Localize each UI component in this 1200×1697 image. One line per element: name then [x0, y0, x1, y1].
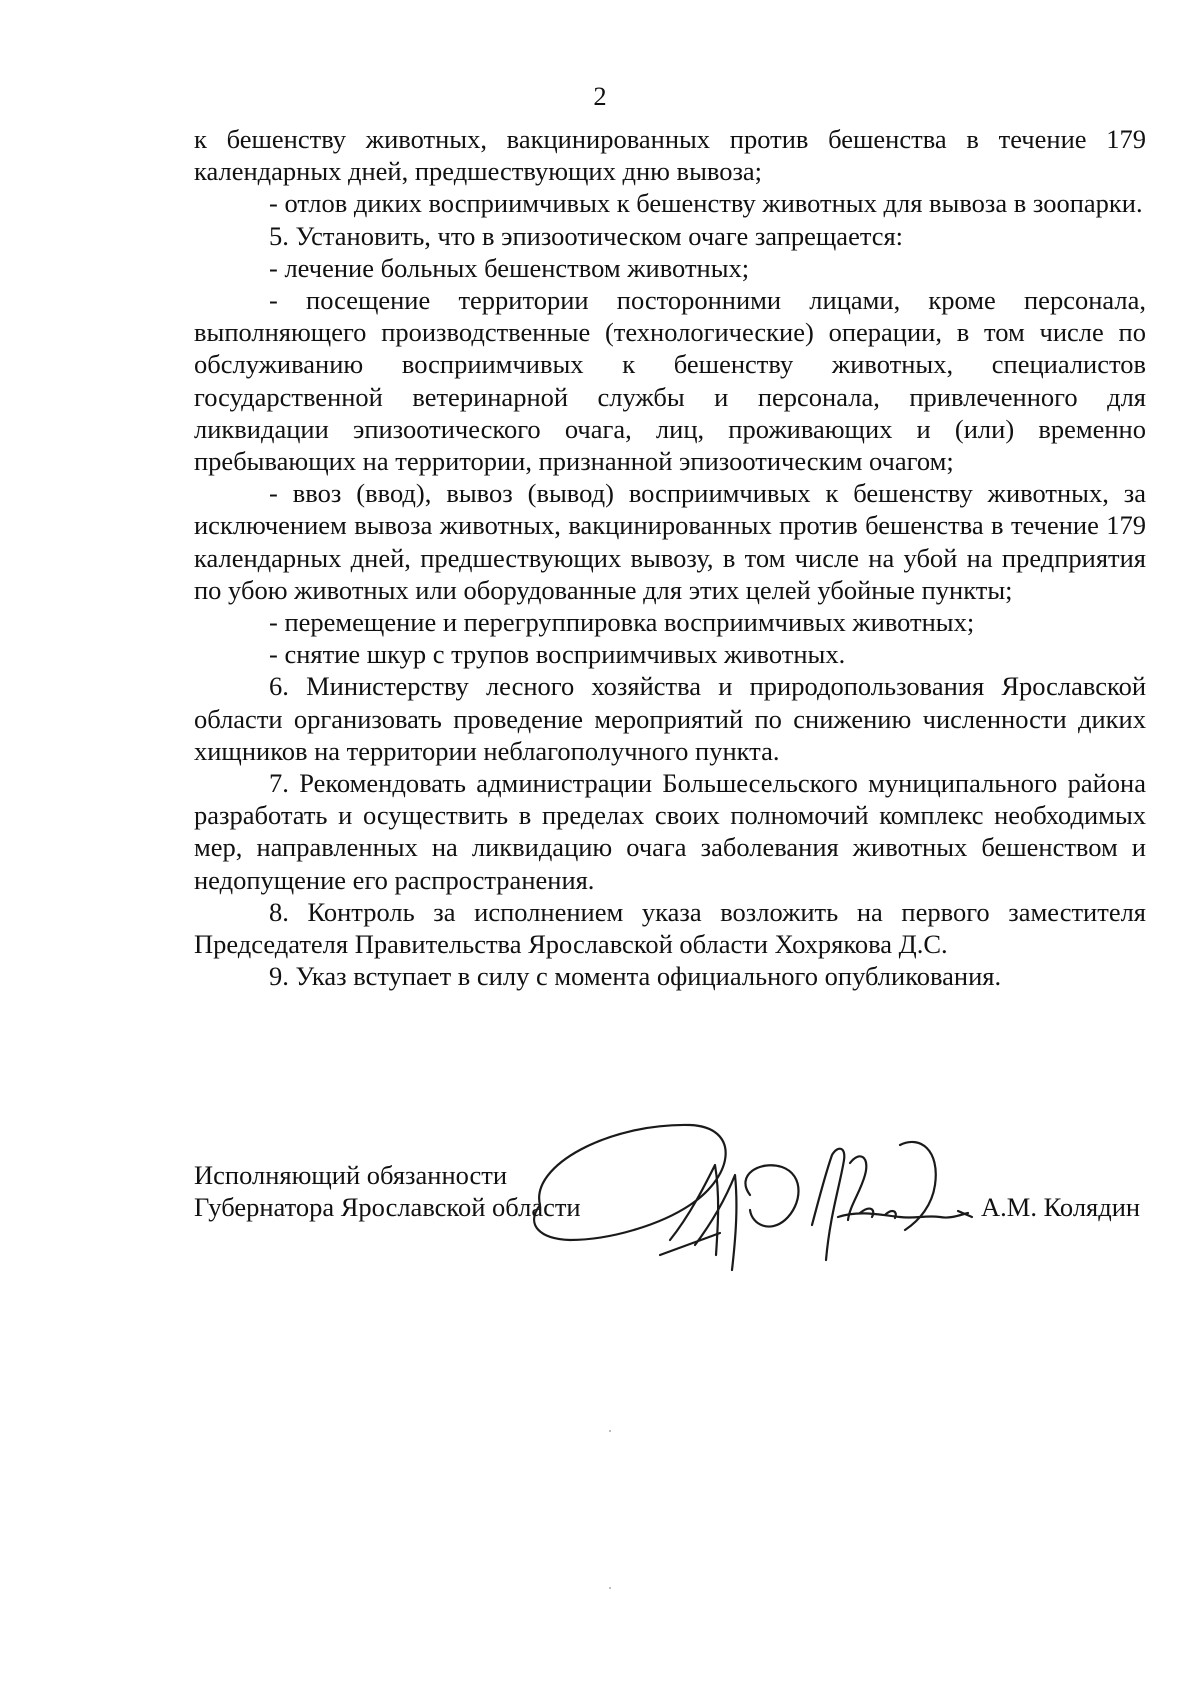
paragraph: - перемещение и перегруппировка восприимчивых животных;	[269, 607, 975, 638]
paragraph: - отлов диких восприимчивых к бешенству животных для вывоза в зоопарки.	[269, 188, 1143, 219]
document-body	[194, 123, 1146, 992]
paragraph: 8. Контроль за исполнением указа возложить на первого заместителя Председателя Правительства Ярославской области Хохрякова Д.С.	[194, 896, 1146, 960]
paragraph: к бешенству животных, вакцинированных против бешенства в течение 179 календарных дней, предшествующих дню вывоза;	[194, 124, 1146, 187]
paragraph: - снятие шкур с трупов восприимчивых животных.	[269, 639, 846, 670]
page-number: 2	[593, 81, 607, 111]
paragraph: 7. Рекомендовать администрации Большесельского муниципального района разработать и осуществить в пределах своих полномочий комплекс необходимых мер, направленных на ликвидацию очага заболевания животных бешенством и недопущение его распространения.	[194, 768, 1146, 895]
signatory-name: А.М. Колядин	[981, 1192, 1141, 1222]
scan-speck	[609, 1430, 611, 1432]
signatory-title	[194, 1159, 581, 1223]
paragraph: 5. Установить, что в эпизоотическом очаге запрещается:	[269, 220, 904, 251]
signatory-title-line-1: Исполняющий обязанности	[194, 1160, 508, 1190]
handwritten-signature-icon	[520, 1105, 990, 1280]
signatory-title-line-2: Губернатора Ярославской области	[194, 1192, 581, 1222]
paragraph: 9. Указ вступает в силу с момента официального опубликования.	[269, 961, 1002, 992]
scan-speck	[609, 1587, 611, 1589]
paragraph: - лечение больных бешенством животных;	[269, 252, 750, 283]
paragraph: 6. Министерству лесного хозяйства и природопользования Ярославской области организовать проведение мероприятий по снижению численности диких хищников на территории неблагополучного пункта.	[194, 671, 1146, 766]
paragraph: - посещение территории посторонними лицами, кроме персонала, выполняющего производственные (технологические) операции, в том числе по обслуживанию восприимчивых к бешенству животных, специалистов государственной ветеринарной службы и персонала, привлеченного для ликвидации эпизоотического очага, лиц, проживающих и (или) временно пребывающих на территории, признанной эпизоотическим очагом;	[194, 285, 1146, 477]
paragraph: - ввоз (ввод), вывоз (вывод) восприимчивых к бешенству животных, за исключением вывоза животных, вакцинированных против бешенства в течение 179 календарных дней, предшествующих вывозу, в том числе на убой на предприятия по убою животных или оборудованные для этих целей убойные пункты;	[194, 478, 1146, 605]
